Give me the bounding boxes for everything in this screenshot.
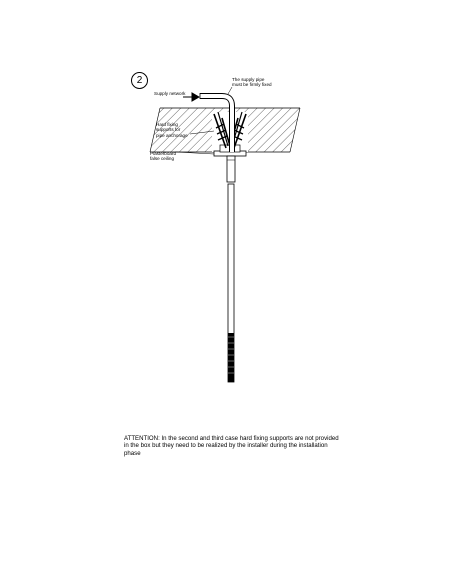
attention-note: ATTENTION: In the second and third case hard fixing supports are not provided in the box but they need to be realized by the installer during the installation phase — [124, 435, 339, 457]
supply-pipe-label: The supply pipe must be firmly fixed — [232, 77, 272, 88]
supply-network-label: Supply network — [154, 91, 186, 96]
step-number-badge: 2 — [131, 72, 148, 89]
plasterboard-label: Plasterboard false ceiling — [150, 151, 177, 162]
pipe-connector — [227, 156, 235, 182]
hard-fixing-label: Hard fixing supports for pipe anchorage — [156, 122, 188, 138]
suspension-rod — [228, 184, 234, 382]
